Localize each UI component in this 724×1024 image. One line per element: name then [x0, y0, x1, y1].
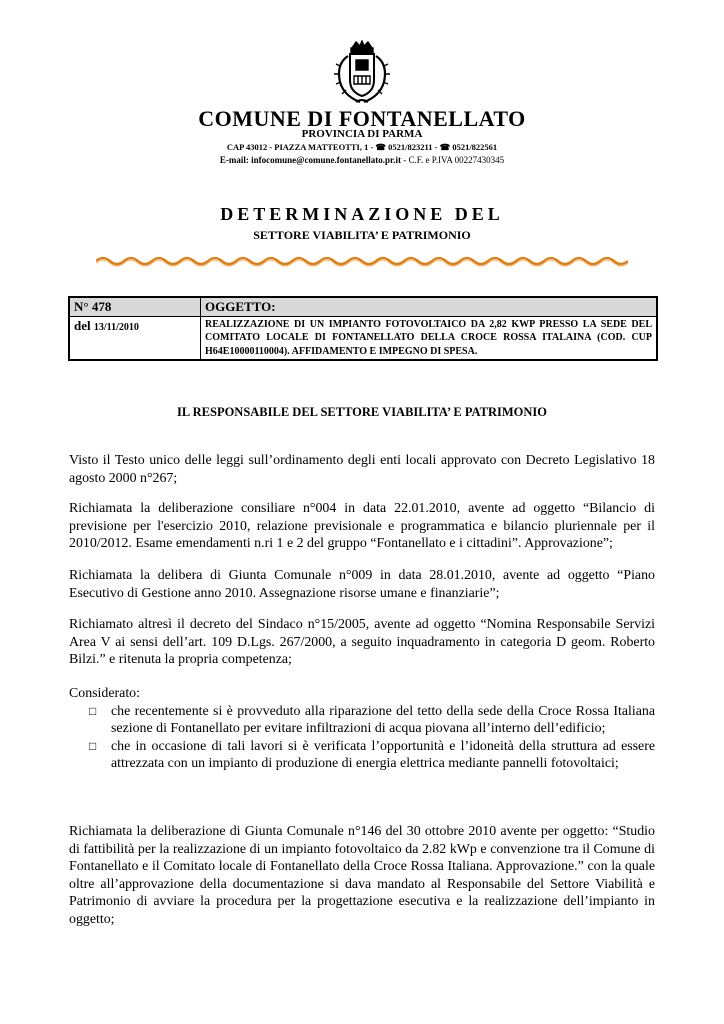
object-description: REALIZZAZIONE DI UN IMPIANTO FOTOVOLTAICO DA 2,82 KWP PRESSO LA SEDE DEL COMITATO LOCALE DI FONTANELLATO DELLA CROCE ROSSA ITALAINA (COD. CUP H64E10000110004). AFFIDAMENTO E IMPEGNO DI SPESA.	[201, 317, 658, 361]
list-item-text: che recentemente si è provveduto alla riparazione del tetto della sede della Croce Rossa Italiana sezione di Fontanellato per evitare infiltrazioni di acqua piovana all’interno dell’edificio;	[111, 703, 655, 736]
paragraph-peg	[69, 567, 655, 602]
address-line: CAP 43012 - PIAZZA MATTEOTTI, 1 - ☎ 0521/823211 - ☎ 0521/822561	[226, 142, 498, 152]
determination-date: 13/11/2010	[93, 322, 139, 333]
determination-title: DETERMINAZIONE DEL	[220, 204, 504, 224]
email-address: E-mail: infocomune@comune.fontanellato.pr.it	[219, 155, 401, 165]
tax-code: - C.F. e P.IVA 00227430345	[400, 155, 505, 165]
considerato-label: Considerato:	[69, 686, 140, 701]
bullet-square-icon: □	[89, 703, 97, 718]
paragraph-text: Richiamata la delibera di Giunta Comunale n°009 in data 28.01.2010, avente ad oggetto “Piano Esecutivo di Gestione anno 2010. Assegnazione risorse umane e finanziarie”;	[69, 568, 655, 601]
paragraph-testo-unico	[69, 452, 655, 487]
paragraph-decreto-sindaco	[69, 616, 655, 669]
considerato-section	[69, 685, 655, 773]
responsible-heading: IL RESPONSABILE DEL SETTORE VIABILITA’ E PATRIMONIO	[176, 405, 547, 419]
list-item	[69, 703, 655, 738]
municipal-crest-icon	[330, 40, 394, 106]
list-item-text: che in occasione di tali lavori si è verificata l’opportunità e l’idoneità della struttura ad essere attrezzata con un impianto di produzione di energia elettrica mediante pannelli fotovoltaici;	[111, 738, 655, 771]
paragraph-text: Richiamato altresì il decreto del Sindaco n°15/2005, avente ad oggetto “Nomina Responsabile Servizi Area V ai sensi dell’art. 109 D.Lgs. 267/2000, a seguito inquadramento in categoria D geom. Roberto Bilzi.” e ritenuta la propria competenza;	[69, 617, 655, 667]
determination-object-table	[68, 296, 658, 361]
paragraph-giunta-146	[69, 823, 655, 928]
contact-line	[0, 155, 724, 165]
paragraph-text: Richiamata la deliberazione di Giunta Comunale n°146 del 30 ottobre 2010 avente per oggetto: “Studio di fattibilità per la realizzazione di un impianto fotovoltaico da 2.82 kWp e convenzione tra il Comune di Fontanellato e il Comitato locale di Fontanellato della Croce Rossa Italiana. Approvazione.” con la quale oltre all’approvazione della documentazione si dava mandato al Responsabile del Settore Viabilità e Patrimonio di avviare la procedura per la progettazione esecutiva e la realizzazione dell’impianto in oggetto;	[69, 824, 655, 927]
paragraph-bilancio	[69, 500, 655, 553]
date-label: del	[74, 318, 94, 333]
province-name: PROVINCIA DI PARMA	[301, 128, 423, 140]
determination-date-cell	[69, 317, 201, 361]
object-label: OGGETTO:	[201, 297, 658, 317]
bullet-square-icon: □	[89, 738, 97, 753]
paragraph-text: Richiamata la deliberazione consiliare n°004 in data 22.01.2010, avente ad oggetto “Bilancio di previsione per l'esercizio 2010, relazione previsionale e programmatica e bilancio pluriennale per il 2010/2012. Esame emendamenti n.ri 1 e 2 del gruppo “Fontanellato e i cittadini”. Approvazione”;	[69, 501, 655, 551]
considerato-list	[69, 703, 655, 773]
determination-number: N° 478	[69, 297, 201, 317]
sector-name: SETTORE VIABILITA’ E PATRIMONIO	[253, 228, 471, 242]
paragraph-text: Visto il Testo unico delle leggi sull’ordinamento degli enti locali approvato con Decreto Legislativo 18 agosto 2000 n°267;	[69, 453, 655, 486]
decorative-wave-divider	[96, 255, 628, 267]
list-item	[69, 738, 655, 773]
municipality-title: COMUNE DI FONTANELLATO	[198, 106, 526, 131]
